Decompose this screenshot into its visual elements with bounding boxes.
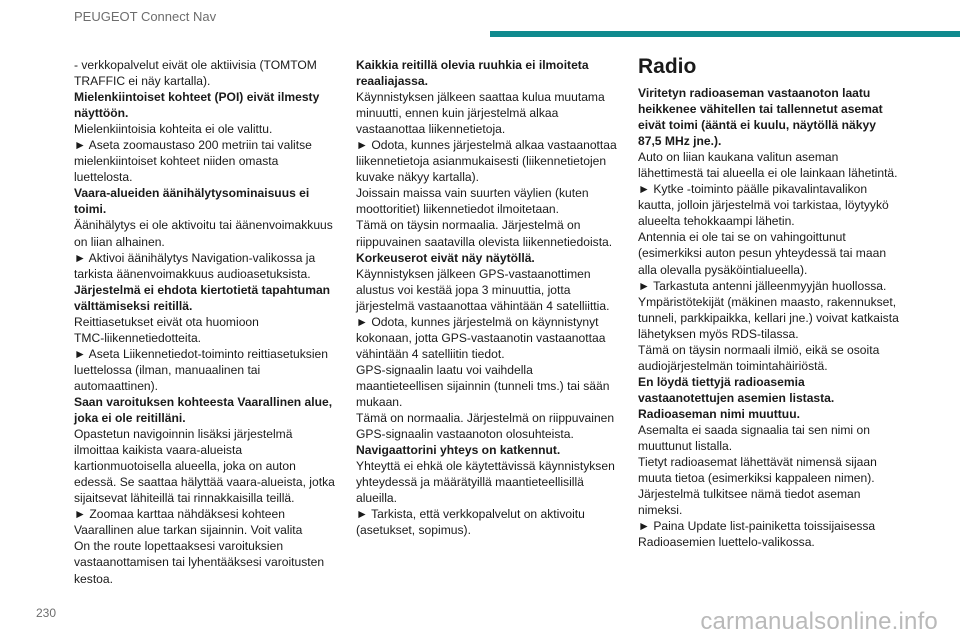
- paragraph-text: Mielenkiintoisia kohteita ei ole valittu. ► Aseta zoomaustaso 200 metriin tai valitse mielenkiintoiset kohteet niiden omasta luettelosta.: [74, 122, 312, 185]
- paragraph-heading: Navigaattorini yhteys on katkennut.: [356, 443, 561, 458]
- column-3: [638, 55, 918, 550]
- watermark: carmanualsonline.info: [700, 608, 938, 635]
- column-2: [356, 57, 628, 538]
- paragraph-text: Asemalta ei saada signaalia tai sen nimi on muuttunut listalla. Tietyt radioasemat lähettävät nimensä sijaan muuta tietoa (esimerkiksi kappaleen nimen). Järjestelmä tulkitsee nämä tiedot aseman nimeksi. ► Paina Update list-painiketta toissijaisessa Radioasemien luettelo-valikossa.: [638, 422, 877, 550]
- section-heading-radio: Radio: [638, 55, 697, 78]
- paragraph-heading: Kaikkia reitillä olevia ruuhkia ei ilmoiteta reaaliajassa.: [356, 58, 589, 89]
- paragraph-text: Yhteyttä ei ehkä ole käytettävissä käynnistyksen yhteydessä ja määrätyillä maantieteellisillä alueilla. ► Tarkista, että verkkopalvelut on aktivoitu (asetukset, sopimus).: [356, 459, 615, 538]
- column-1: [74, 57, 346, 587]
- paragraph-heading: Radioaseman nimi muuttuu.: [638, 406, 800, 421]
- page-number: 230: [36, 606, 57, 620]
- paragraph-heading: En löydä tiettyjä radioasemia vastaanotettujen asemien listasta.: [638, 374, 835, 405]
- paragraph-text: Käynnistyksen jälkeen GPS-vastaanottimen alustus voi kestää jopa 3 minuuttia, jotta järjestelmä vastaanottaa vähintään 4 satelliittia. ► Odota, kunnes järjestelmä on käynnistynyt kokonaan, jotta GPS-vastaanotin vastaanottaa vähintään 4 satelliitin tiedot. GPS-signaalin laatu voi vaihdella maantieteellisen sijainnin (tunneli tms.) tai sään mukaan. Tämä on normaalia. Järjestelmä on riippuvainen GPS-signaalin vastaanoton olosuhteista.: [356, 266, 615, 442]
- paragraph-text: Opastetun navigoinnin lisäksi järjestelmä ilmoittaa kaikista vaara-alueista kartionmuotoisella alueella, joka on auton edessä. Se saattaa hälyttää vaara-alueista, jotka sijaitsevat lähiteillä tai rinnakkaisilla teillä. ► Zoomaa karttaa nähdäksesi kohteen Vaarallinen alue tarkan sijainnin. Voit valita On the route lopettaaksesi varoituksien vastaanottamisen tai lyhentääksesi varoitusten kestoa.: [74, 427, 335, 586]
- paragraph-heading: Järjestelmä ei ehdota kiertotietä tapahtuman välttämiseksi reitillä.: [74, 282, 331, 313]
- paragraph-heading: Korkeuserot eivät näy näytöllä.: [356, 250, 535, 265]
- paragraph-heading: Vaara-alueiden äänihälytysominaisuus ei toimi.: [74, 186, 310, 217]
- paragraph-heading: Mielenkiintoiset kohteet (POI) eivät ilmesty näyttöön.: [74, 90, 320, 121]
- paragraph-text: - verkkopalvelut eivät ole aktiivisia (TOMTOM TRAFFIC ei näy kartalla).: [74, 58, 317, 89]
- header-title: PEUGEOT Connect Nav: [74, 9, 217, 24]
- paragraph-text: Reittiasetukset eivät ota huomioon TMC-liikennetiedotteita. ► Aseta Liikennetiedot-toiminto reittiasetuksien luettelossa (ilman, manuaalinen tai automaattinen).: [74, 314, 328, 393]
- paragraph-text: Äänihälytys ei ole aktivoitu tai äänenvoimakkuus on liian alhainen. ► Aktivoi äänihälytys Navigation-valikossa ja tarkista äänenvoimakkuus audioasetuksista.: [74, 218, 333, 281]
- paragraph-heading: Viritetyn radioaseman vastaanoton laatu heikkenee vähitellen tai tallennetut asemat eivät toimi (ääntä ei kuulu, näytöllä näkyy 87,5 MHz jne.).: [638, 86, 883, 149]
- header-accent-bar: [490, 31, 960, 37]
- paragraph-heading: Saan varoituksen kohteesta Vaarallinen alue, joka ei ole reitilläni.: [74, 394, 333, 426]
- paragraph-text: Auto on liian kaukana valitun aseman lähettimestä tai alueella ei ole lainkaan lähetintä. ► Kytke -toiminto päälle pikavalintavalikon kautta, jolloin järjestelmä voi tarkistaa, löytyykö alueelta tehokkaampi lähetin. Antennia ei ole tai se on vahingoittunut (esimerkiksi auton pesun yhteydessä tai maan alla olevalla pysäköintialueella). ► Tarkastuta antenni jälleenmyyjän huollossa. Ympäristötekijät (mäkinen maasto, rakennukset, tunneli, parkkipaikka, kellari jne.) voivat katkaista lähetyksen myös RDS-tilassa. Tämä on täysin normaali ilmiö, eikä se osoita audiojärjestelmän toimintahäiriöstä.: [638, 150, 899, 373]
- paragraph-text: Käynnistyksen jälkeen saattaa kulua muutama minuutti, ennen kuin järjestelmä alkaa vastaanottaa liikennetietoja. ► Odota, kunnes järjestelmä alkaa vastaanottaa liikennetietoja asianmukaisesti (liikennetietojen kuvake näkyy kartalla). Joissain maissa vain suurten väylien (kuten moottoritiet) liikennetiedot ilmoitetaan. Tämä on täysin normaalia. Järjestelmä on riippuvainen saatavilla olevista liikennetiedoista.: [356, 90, 617, 249]
